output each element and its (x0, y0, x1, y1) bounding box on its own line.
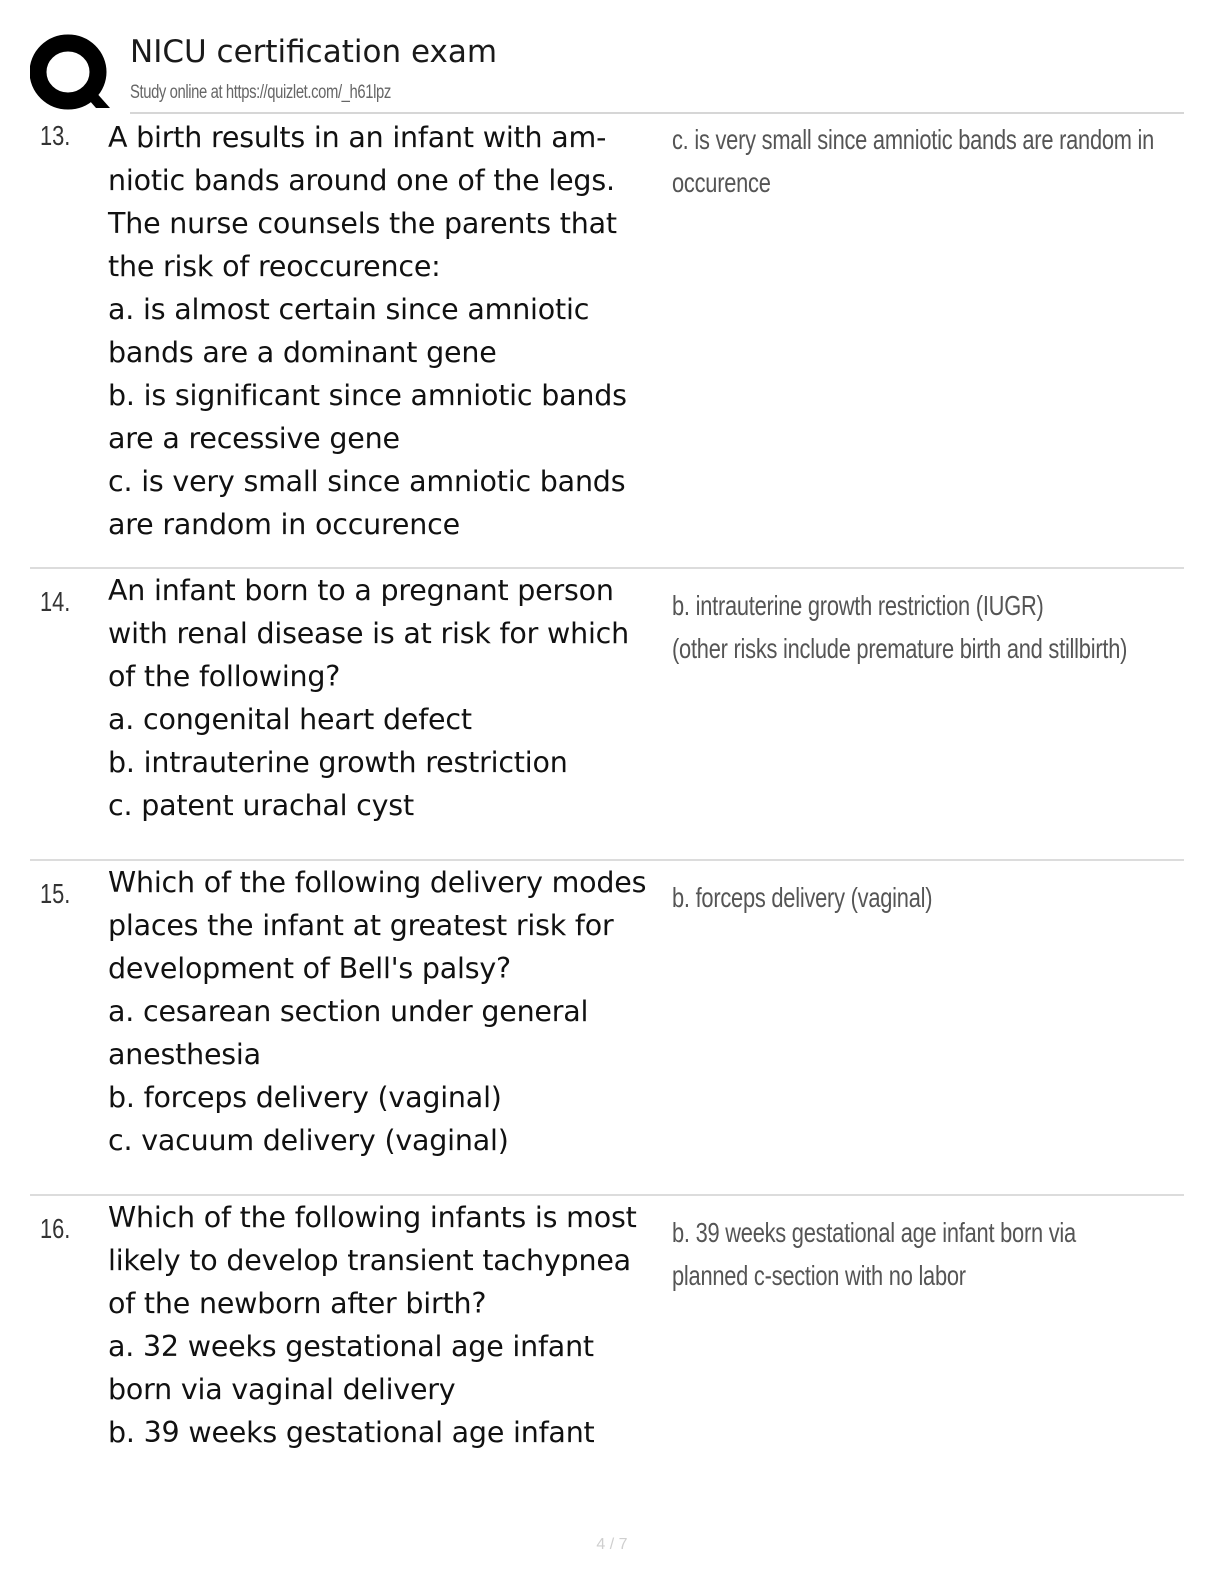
card-number: 14. (40, 586, 71, 617)
study-online-link[interactable]: Study online at https://quizlet.com/_h61lpz (130, 82, 391, 103)
card-term: An infant born to a pregnant person with renal disease is at risk for which of the following? a. congenital heart defect b. intrauterine growth restriction c. patent urachal cyst (108, 574, 629, 822)
page-header (30, 28, 1184, 114)
header-divider (130, 112, 1184, 114)
page-number: 4 / 7 (596, 1536, 628, 1553)
card-definition: b. 39 weeks gestational age infant born via planned c-section with no labor (672, 1217, 1076, 1291)
card-term: A birth results in an infant with am- niotic bands around one of the legs. The nurse counsels the parents that the risk of reoccurence: a. is almost certain since amniotic bands are a dominant gene b. is significant since amniotic bands are a recessive gene c. is very small since amniotic bands are random in occurence (108, 121, 627, 541)
flashcard-row (30, 1196, 1184, 1496)
flashcard-row (30, 861, 1184, 1196)
card-term: Which of the following delivery modes places the infant at greatest risk for development of Bell's palsy? a. cesarean section under general anesthesia b. forceps delivery (vaginal) c. vacuum delivery (vaginal) (108, 866, 647, 1157)
card-number: 15. (40, 878, 71, 909)
flashcard-row (30, 116, 1184, 569)
quizlet-q-logo-icon (30, 32, 110, 112)
flashcard-list (30, 116, 1184, 1496)
card-definition: c. is very small since amniotic bands are random in occurence (672, 124, 1155, 198)
card-number: 13. (40, 120, 71, 151)
flashcard-row (30, 569, 1184, 861)
card-definition: b. intrauterine growth restriction (IUGR) (other risks include premature birth and stillbirth) (672, 590, 1128, 664)
card-term: Which of the following infants is most likely to develop transient tachypnea of the newborn after birth? a. 32 weeks gestational age infant born via vaginal delivery b. 39 weeks gestational age infant (108, 1201, 637, 1449)
card-number: 16. (40, 1213, 71, 1244)
set-title: NICU certification exam (130, 34, 498, 70)
card-definition: b. forceps delivery (vaginal) (672, 882, 933, 913)
